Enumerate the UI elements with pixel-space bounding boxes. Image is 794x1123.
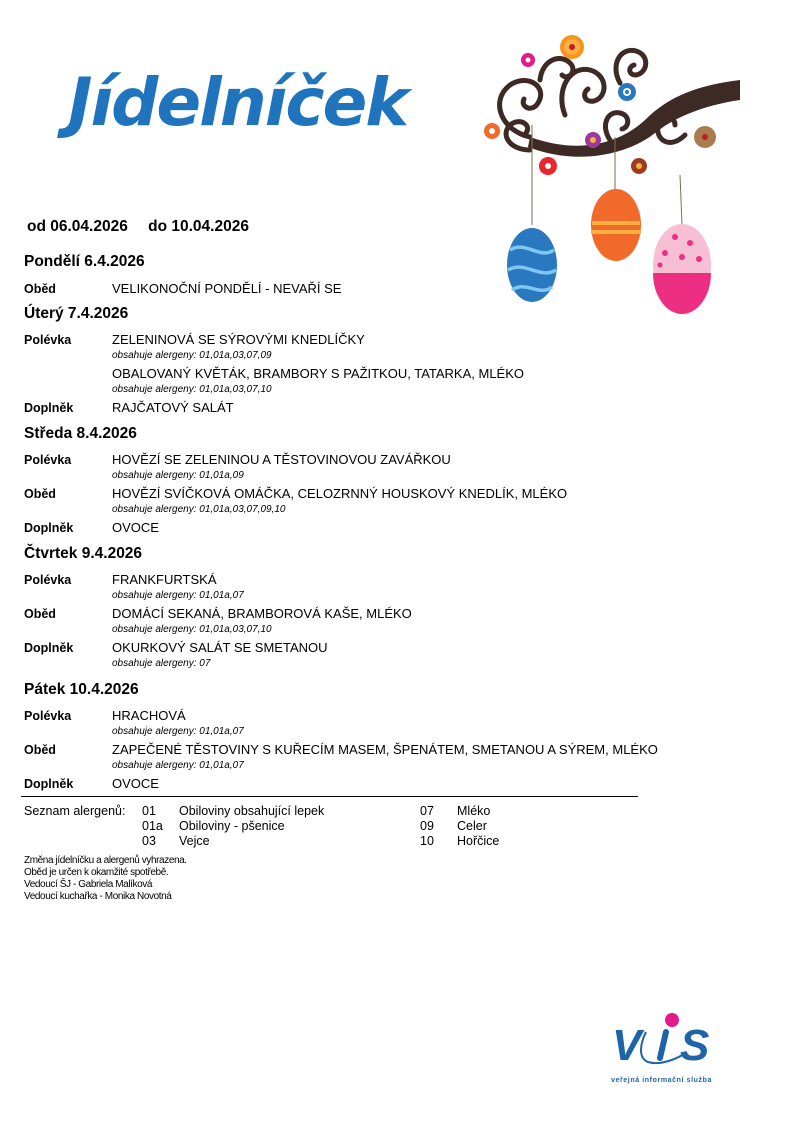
- allergen-name: Obiloviny - pšenice: [179, 819, 285, 833]
- menu-row: [24, 332, 365, 347]
- allergen-code: 01: [142, 804, 156, 818]
- note-line: Oběd je určen k okamžité spotřebě.: [24, 867, 169, 878]
- allergen-note: obsahuje alergeny: 01,01a,07: [112, 760, 244, 771]
- menu-category: Polévka: [24, 453, 72, 467]
- menu-row: [24, 486, 567, 501]
- day-title: Středa 8.4.2026: [24, 425, 137, 442]
- allergen-name: Obiloviny obsahující lepek: [179, 804, 325, 818]
- vis-logo: [610, 1008, 720, 1088]
- allergen-code: 07: [420, 804, 434, 818]
- menu-category: Doplněk: [24, 641, 74, 655]
- menu-category: Polévka: [24, 573, 72, 587]
- allergen-code: 10: [420, 834, 434, 848]
- vis-tagline: veřejná informační služba: [611, 1077, 712, 1084]
- menu-dish: OKURKOVÝ SALÁT SE SMETANOU: [112, 640, 328, 655]
- menu-category: Doplněk: [24, 521, 74, 535]
- menu-dish: VELIKONOČNÍ PONDĚLÍ - NEVAŘÍ SE: [112, 281, 342, 296]
- menu-dish: RAJČATOVÝ SALÁT: [112, 400, 234, 415]
- note-line: Vedoucí ŠJ - Gabriela Malíková: [24, 879, 153, 890]
- allergen-note: obsahuje alergeny: 01,01a,09: [112, 470, 244, 481]
- flower-yellow: [560, 35, 584, 59]
- allergen-name: Hořčice: [457, 834, 500, 848]
- menu-dish: OVOCE: [112, 776, 159, 791]
- allergen-note: obsahuje alergeny: 01,01a,03,07,10: [112, 384, 272, 395]
- menu-row: [24, 606, 412, 621]
- menu-dish: HOVĚZÍ SE ZELENINOU A TĚSTOVINOVOU ZAVÁŘKOU: [112, 452, 451, 467]
- menu-dish: DOMÁCÍ SEKANÁ, BRAMBOROVÁ KAŠE, MLÉKO: [112, 606, 412, 621]
- flower-purple: [585, 132, 601, 148]
- egg-orange: [591, 189, 641, 261]
- allergen-note: obsahuje alergeny: 01,01a,03,07,10: [112, 624, 272, 635]
- flower-brown: [631, 158, 647, 174]
- divider: [21, 796, 638, 797]
- menu-row: [24, 776, 159, 791]
- menu-category: Polévka: [24, 333, 72, 347]
- day-title: Pondělí 6.4.2026: [24, 253, 145, 270]
- allergen-note: obsahuje alergeny: 01,01a,07: [112, 726, 244, 737]
- allergen-code: 09: [420, 819, 434, 833]
- menu-row: [24, 520, 159, 535]
- vis-logo-i: [660, 1032, 666, 1058]
- menu-dish: ZAPEČENÉ TĚSTOVINY S KUŘECÍM MASEM, ŠPENÁTEM, SMETANOU A SÝREM, MLÉKO: [112, 742, 658, 757]
- page-title: Jídelníček: [68, 64, 408, 141]
- menu-dish: HOVĚZÍ SVÍČKOVÁ OMÁČKA, CELOZRNNÝ HOUSKOVÝ KNEDLÍK, MLÉKO: [112, 486, 568, 501]
- allergen-name: Vejce: [179, 834, 210, 848]
- vis-logo-v: V: [612, 1021, 642, 1070]
- day-title: Čtvrtek 9.4.2026: [24, 545, 143, 562]
- menu-category: Oběd: [24, 282, 56, 296]
- footer-notes: [24, 855, 187, 903]
- menu-row: [24, 452, 451, 467]
- menu-category: Polévka: [24, 709, 72, 723]
- date-range: [27, 218, 265, 236]
- allergen-code: 01a: [142, 819, 163, 833]
- flower-tan: [694, 126, 716, 148]
- day-title: Úterý 7.4.2026: [24, 305, 129, 322]
- menu-category: Doplněk: [24, 401, 74, 415]
- menu-row: [24, 742, 658, 757]
- allergen-name: Celer: [457, 819, 487, 833]
- vis-logo-s: S: [680, 1021, 710, 1070]
- vis-logo-dot: [665, 1013, 679, 1027]
- allergen-code: 03: [142, 834, 156, 848]
- note-line: Vedoucí kuchařka - Monika Novotná: [24, 891, 172, 902]
- flower-red: [539, 157, 557, 175]
- note-line: Změna jídelníčku a alergenů vyhrazena.: [24, 855, 187, 866]
- menu-row: [24, 366, 524, 381]
- menu-category: Oběd: [24, 607, 56, 621]
- range-from: od 06.04.2026: [27, 218, 128, 235]
- allergen-note: obsahuje alergeny: 01,01a,03,07,09: [112, 350, 272, 361]
- menu-dish: OVOCE: [112, 520, 159, 535]
- allergen-note: obsahuje alergeny: 01,01a,03,07,09,10: [112, 504, 286, 515]
- menu-row: [24, 572, 217, 587]
- allergen-note: obsahuje alergeny: 01,01a,07: [112, 590, 244, 601]
- day-title: Pátek 10.4.2026: [24, 681, 139, 698]
- menu-row: [24, 640, 328, 655]
- menu-category: Oběd: [24, 743, 56, 757]
- range-to: do 10.04.2026: [148, 218, 249, 235]
- menu-row: [24, 400, 234, 415]
- menu-dish: FRANKFURTSKÁ: [112, 572, 217, 587]
- menu-category: Oběd: [24, 487, 56, 501]
- menu-dish: OBALOVANÝ KVĚTÁK, BRAMBORY S PAŽITKOU, TATARKA, MLÉKO: [112, 366, 525, 381]
- allergen-note: obsahuje alergeny: 07: [112, 658, 211, 669]
- menu-dish: HRACHOVÁ: [112, 708, 186, 723]
- egg-pink: [653, 224, 711, 314]
- menu-dish: ZELENINOVÁ SE SÝROVÝMI KNEDLÍČKY: [112, 332, 365, 347]
- menu-row: [24, 708, 186, 723]
- easter-decoration-image: [470, 25, 740, 315]
- flower-orange: [484, 123, 500, 139]
- flower-magenta: [521, 53, 535, 67]
- flower-blue: [618, 83, 636, 101]
- menu-row: [24, 281, 341, 296]
- menu-category: Doplněk: [24, 777, 74, 791]
- egg-blue: [507, 228, 557, 302]
- allergen-legend-label: Seznam alergenů:: [24, 804, 126, 818]
- allergen-name: Mléko: [457, 804, 491, 818]
